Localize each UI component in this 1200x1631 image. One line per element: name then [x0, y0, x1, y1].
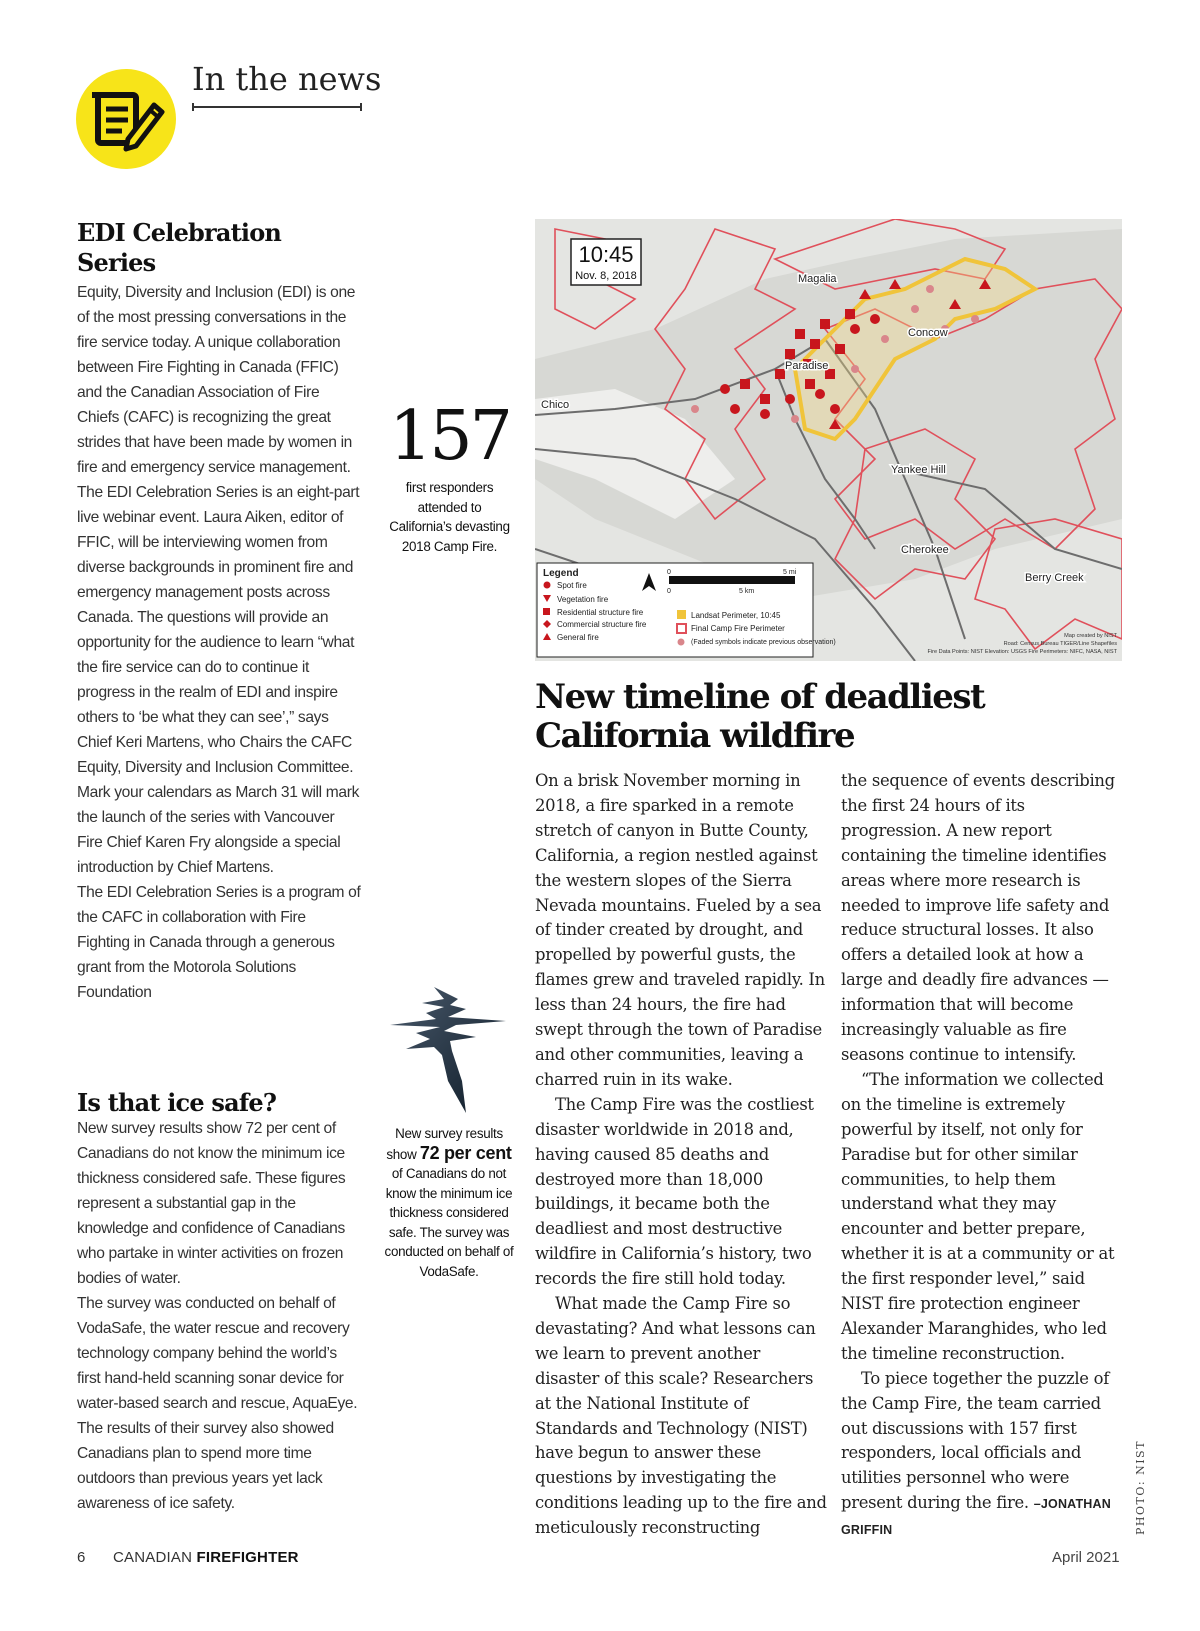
map-credit: Road: Census Bureau TIGER/Line Shapefiles — [1003, 641, 1117, 647]
article-paragraph-text: To piece together the puzzle of the Camp Fire, the team carried out discussions with 157 first responders, local officials and utilities personnel who were present during the fire. — [841, 1368, 1109, 1513]
stat-caption: first responders attended to California’s devasting 2018 Camp Fire. — [389, 480, 510, 554]
legend-commercial: Commercial structure fire — [557, 620, 647, 629]
magazine-name-bold: FIREFIGHTER — [196, 1549, 299, 1566]
legend-final: Final Camp Fire Perimeter — [691, 624, 785, 633]
ice-caption — [382, 1124, 516, 1281]
ice-crack-illustration — [386, 985, 516, 1117]
edi-paragraph: The EDI Celebration Series is a program of the CAFC in collaboration with Fire Fighting in Canada through a generous grant from the Motorola Solutions Foundation — [77, 884, 361, 1001]
article-column-2 — [841, 769, 1126, 1543]
camp-fire-map — [535, 219, 1122, 661]
article-paragraph: The Camp Fire was the costliest disaster worldwide in 2018 and, having caused 85 deaths and destroyed more than 18,000 buildings, it became both the deadliest and most destructive wildfire in California’s history, two records the fire still hold today. — [535, 1094, 814, 1289]
map-label-yankee-hill: Yankee Hill — [891, 464, 946, 476]
article-column-1 — [535, 769, 827, 1541]
map-label-berry-creek: Berry Creek — [1025, 572, 1084, 584]
magazine-name — [113, 1549, 299, 1566]
article-paragraph: “The information we collected on the timeline is extremely powerful by itself, not only for Paradise but for other similar communities, to help them understand what they may encounter and better prepare, whether it is at a community or at the first responder level,” said NIST fire protection engineer Alexander Maranghides, who led the timeline reconstruction. — [841, 1069, 1115, 1363]
photo-credit: PHOTO: NIST — [1134, 1440, 1147, 1535]
stat-number: 157 — [389, 397, 510, 476]
legend-general: General fire — [557, 633, 599, 642]
magazine-name-light: CANADIAN — [113, 1549, 197, 1566]
title-rule — [192, 106, 362, 108]
article-paragraph — [841, 1367, 1126, 1543]
section-badge — [76, 69, 176, 169]
section-title: In the news — [192, 60, 382, 98]
page-number: 6 — [77, 1549, 86, 1566]
scale-miles: 5 mi — [783, 569, 797, 576]
ice-heading: Is that ice safe? — [77, 1088, 277, 1117]
legend-landsat: Landsat Perimeter, 10:45 — [691, 611, 781, 620]
scale-km: 5 km — [739, 588, 755, 595]
map-credit: Fire Data Points: NIST Elevation: USGS Fire Perimeters: NIFC, NASA, NIST — [927, 649, 1117, 655]
edi-paragraph: The EDI Celebration Series is an eight-part live webinar event. Laura Aiken, editor of FFIC, will be interviewing women from diverse backgrounds in prominent fire and emergency management posts across Canada. The questions will provide an opportunity for the audience to learn “what the fire service can do to continue it progress in the realm of EDI and inspire others to ‘be what they can see’,” says Chief Keri Martens, who Chairs the CAFC Equity, Diversity and Inclusion Committee. — [77, 484, 360, 776]
article-paragraph: the sequence of events describing the first 24 hours of its progression. A new report containing the timeline identifies areas where more research is needed to improve life safety and reduce structural losses. It also offers a detailed look at how a large and deadly fire advances — information that will become increasingly valuable as fire seasons continue to intensify. — [841, 771, 1115, 1064]
article-paragraph: On a brisk November morning in 2018, a fire sparked in a remote stretch of canyon in Butte County, California, a region nestled against the western slopes of the Sierra Nevada mountains. Fueled by a sea of tinder created by drought, and propelled by powerful gusts, the flames grew and traveled rapidly. In less than 24 hours, the fire had swept through the town of Paradise and other communities, leaving a charred ruin in its wake. — [535, 771, 825, 1089]
ice-caption-emphasis: 72 per cent — [419, 1142, 512, 1163]
map-credit: Map created by NIST — [1064, 633, 1117, 639]
scale-zero-km: 0 — [667, 588, 671, 595]
article-headline: New timeline of deadliest California wildfire — [535, 677, 985, 756]
article-paragraph: What made the Camp Fire so devastating? And what lessons can we learn to prevent another disaster of this scale? Researchers at the National Institute of Standards and Technology (NIST) have begun to answer these questions by investigating the conditions leading up to the fire and meticulously reconstructing — [535, 1294, 827, 1538]
legend-vegetation: Vegetation fire — [557, 595, 609, 604]
issue-date: April 2021 — [1052, 1549, 1120, 1566]
notepad-pencil-icon — [76, 69, 176, 169]
map-label-magalia: Magalia — [798, 273, 837, 285]
edi-paragraph: Equity, Diversity and Inclusion (EDI) is one of the most pressing conversations in the fire service today. A unique collaboration between Fire Fighting in Canada (FFIC) and the Canadian Association of Fire Chiefs (CAFC) is recognizing the great strides that have been made by women in fire and emergency service management. — [77, 284, 356, 476]
map-label-chico: Chico — [541, 399, 570, 411]
ice-caption-text: of Canadians do not know the minimum ice thickness considered safe. The survey was conducted on behalf of VodaSafe. — [384, 1166, 514, 1279]
map-label-concow: Concow — [908, 327, 948, 339]
ice-paragraph: The survey was conducted on behalf of VodaSafe, the water rescue and recovery technology company behind the world’s first hand-held scanning sonar device for water-based search and rescue, AquaEye. The results of their survey also showed Canadians plan to spend more time outdoors than previous years yet lack awareness of ice safety. — [77, 1295, 358, 1512]
legend-title: Legend — [543, 568, 579, 579]
edi-heading: EDI Celebration Series — [77, 218, 282, 277]
ice-caption-text: New survey results show — [386, 1126, 503, 1162]
map-date: Nov. 8, 2018 — [575, 270, 637, 282]
edi-paragraph: Mark your calendars as March 31 will mark the launch of the series with Vancouver Fire Chief Karen Fry alongside a special introduction by Chief Martens. — [77, 784, 360, 876]
legend-residential: Residential structure fire — [557, 608, 644, 617]
scale-zero: 0 — [667, 569, 671, 576]
byline: –JONATHAN GRIFFIN — [841, 1497, 1111, 1538]
map-time: 10:45 — [578, 242, 634, 267]
legend-faded: (Faded symbols indicate previous observation) — [691, 639, 836, 646]
map-label-paradise: Paradise — [785, 360, 829, 372]
legend-spot: Spot fire — [557, 581, 587, 590]
ice-article — [77, 1088, 362, 1516]
ice-paragraph: New survey results show 72 per cent of Canadians do not know the minimum ice thickness considered safe. These figures represent a substantial gap in the knowledge and confidence of Canadians who partake in winter activities on frozen bodies of water. — [77, 1120, 346, 1287]
edi-article — [77, 218, 362, 1005]
map-svg — [535, 219, 1122, 661]
map-label-cherokee: Cherokee — [901, 544, 949, 556]
